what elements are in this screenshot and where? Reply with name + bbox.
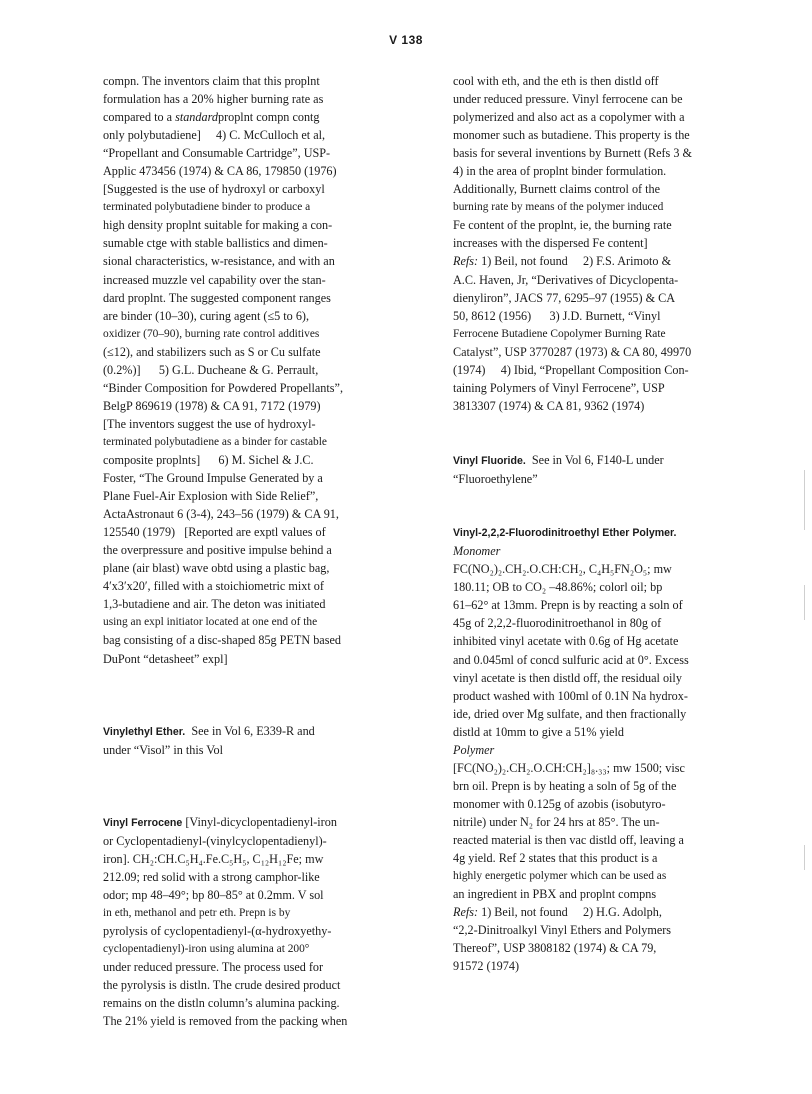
text-line: taining Polymers of Vinyl Ferrocene”, USP — [453, 380, 665, 395]
text-line: 4g yield. Ref 2 states that this product is a — [453, 851, 658, 866]
text-line: 50, 8612 (1956) 3) J.D. Burnett, “Vinyl — [453, 308, 661, 323]
text-line: Additionally, Burnett claims control of the — [453, 182, 661, 197]
text-line: vinyl acetate is then distld off, the residual oily — [453, 670, 682, 685]
text-line: “Binder Composition for Powdered Propellants”, — [103, 380, 343, 395]
scan-margin-mark — [804, 470, 805, 530]
text-line: basis for several inventions by Burnett (Refs 3 & — [453, 146, 692, 161]
text-line: in eth, methanol and petr eth. Prepn is by — [103, 907, 291, 920]
left-column — [103, 72, 405, 1030]
entry-first-line — [103, 722, 405, 741]
text-line: increases with the dispersed Fe content] — [453, 236, 648, 251]
text-line: 4′x3′x20′, filled with a stoichiometric mixt of — [103, 579, 324, 594]
text-line: nitrile) under N₂ for 24 hrs at 85°. The un- — [453, 814, 660, 829]
text-line: sional characteristics, w-resistance, and with an — [103, 254, 335, 269]
text-line: polymerized and also act as a copolymer with a — [453, 110, 685, 125]
page-number: V 138 — [389, 33, 423, 47]
entry-heading: Vinyl Fluoride. — [453, 454, 526, 467]
text-line: pyrolysis of cyclopentadienyl-(α-hydroxyethy- — [103, 924, 332, 939]
text-line: monomer with 0.125g of azobis (isobutyro- — [453, 796, 666, 811]
text-line: 1,3-butadiene and air. The deton was initiated — [103, 597, 326, 612]
text-line: Plane Fuel-Air Explosion with Side Relief”, — [103, 489, 319, 504]
text-line: sumable ctge with stable ballistics and dimen- — [103, 236, 328, 251]
text-line: DuPont “detasheet” expl] — [103, 651, 228, 666]
text-line: 125540 (1979) [Reported are exptl values of — [103, 525, 326, 540]
text-line: bag consisting of a disc-shaped 85g PETN based — [103, 633, 341, 648]
text-line: inhibited vinyl acetate with 0.6g of Hg acetate — [453, 634, 679, 649]
refs-line — [453, 903, 758, 921]
text-line: “Propellant and Consumable Cartridge”, USP- — [103, 146, 331, 161]
text-line: compn. The inventors claim that this proplnt — [103, 74, 320, 88]
text-line: iron]. CH₂:CH.C₅H₄.Fe.C₅H₅, C₁₂H₁₂Fe; mw — [103, 852, 324, 867]
text-line: oxidizer (70–90), burning rate control additives — [103, 327, 320, 340]
text-line: composite proplnts] 6) M. Sichel & J.C. — [103, 452, 314, 467]
text-line: distld at 10mm to give a 51% yield — [453, 724, 624, 739]
text-line: A.C. Haven, Jr, “Derivatives of Dicyclopenta- — [453, 272, 679, 287]
scan-margin-mark — [804, 845, 805, 870]
text-line: an ingredient in PBX and proplnt compns — [453, 887, 657, 902]
text-line: [The inventors suggest the use of hydroxyl- — [103, 416, 316, 431]
text-line: the pyrolysis is distln. The crude desired product — [103, 978, 341, 993]
text-line: plane (air blast) wave obtd using a plastic bag, — [103, 561, 330, 576]
text-line: dienyliron”, JACS 77, 6295–97 (1955) & CA — [453, 290, 676, 305]
text-line: are binder (10–30), curing agent (≤5 to 6), — [103, 308, 310, 323]
text-line: Fe content of the proplnt, ie, the burning rate — [453, 218, 672, 233]
text-line: terminated polybutadiene binder to produce a — [103, 201, 311, 214]
refs-label: Refs: — [453, 905, 479, 920]
text-segment: compared to a — [103, 110, 176, 125]
refs-line — [453, 252, 758, 270]
text-line: odor; mp 48–49°; bp 80–85° at 0.2mm. V sol — [103, 888, 324, 903]
text-line: increased muzzle vel capability over the stan- — [103, 272, 326, 287]
text-line: the overpressure and positive impulse behind a — [103, 543, 332, 558]
entry-heading: Vinylethyl Ether. — [103, 725, 186, 738]
text-segment: [Vinyl-dicyclopentadienyl-iron — [182, 814, 337, 829]
text-segment: proplnt compn contg — [217, 110, 320, 125]
text-line: only polybutadiene] 4) C. McCulloch et al, — [103, 128, 326, 143]
text-line: dard proplnt. The suggested component ranges — [103, 290, 331, 305]
text-line: burning rate by means of the polymer induced — [453, 201, 664, 214]
text-line: terminated polybutadiene as a binder for castable — [103, 435, 327, 448]
right-column — [453, 72, 758, 975]
subsection-label: Polymer — [453, 742, 495, 757]
entry-heading: Vinyl-2,2,2-Fluorodinitroethyl Ether Polymer. — [453, 527, 677, 540]
text-segment: 1) Beil, not found 2) H.G. Adolph, — [478, 905, 662, 920]
text-line: [FC(NO₂)₂.CH₂.O.CH:CH₂]₈.₃₃; mw 1500; visc — [453, 760, 685, 775]
entry-first-line — [453, 451, 758, 470]
text-line: Ferrocene Butadiene Copolymer Burning Rate — [453, 327, 666, 340]
subsection-label: Monomer — [453, 544, 501, 559]
text-line: cyclopentadienyl)-iron using alumina at 200° — [103, 943, 310, 956]
scan-margin-mark — [804, 585, 805, 620]
text-line: 180.11; OB to CO₂ –48.86%; colorl oil; bp — [453, 580, 663, 595]
text-line: 61–62° at 13mm. Prepn is by reacting a soln of — [453, 598, 683, 613]
text-line: 45g of 2,2,2-fluorodinitroethanol in 80g of — [453, 616, 662, 631]
text-line: 212.09; red solid with a strong camphor-like — [103, 870, 320, 885]
text-line: high density proplnt suitable for making a con- — [103, 218, 333, 233]
text-segment: See in Vol 6, F140-L under — [525, 452, 664, 467]
text-line: or Cyclopentadienyl-(vinylcyclopentadienyl)- — [103, 833, 327, 848]
text-line: “2,2-Dinitroalkyl Vinyl Ethers and Polymers — [453, 923, 672, 938]
text-line — [103, 108, 405, 126]
text-line: and 0.045ml of concd sulfuric acid at 0°. Excess — [453, 652, 689, 667]
text-line: BelgP 869619 (1978) & CA 91, 7172 (1979) — [103, 398, 321, 413]
text-line: (1974) 4) Ibid, “Propellant Composition Con- — [453, 362, 689, 377]
text-line: under “Visol” in this Vol — [103, 742, 224, 757]
text-line: under reduced pressure. Vinyl ferrocene can be — [453, 92, 683, 107]
text-line: 4) in the area of proplnt binder formulation. — [453, 164, 667, 179]
text-line: Thereof”, USP 3808182 (1974) & CA 79, — [453, 941, 657, 956]
text-line: brn oil. Prepn is by heating a soln of 5g of the — [453, 778, 677, 793]
text-line: under reduced pressure. The process used for — [103, 960, 324, 975]
text-line: reacted material is then vac distld off, leaving a — [453, 832, 684, 847]
text-line: Foster, “The Ground Impulse Generated by a — [103, 471, 323, 486]
text-segment: 1) Beil, not found 2) F.S. Arimoto & — [478, 254, 672, 269]
text-line: cool with eth, and the eth is then distld off — [453, 74, 659, 88]
text-line: highly energetic polymer which can be used as — [453, 870, 667, 883]
text-line: 91572 (1974) — [453, 959, 520, 974]
text-line: formulation has a 20% higher burning rate as — [103, 92, 324, 107]
text-line: remains on the distln column’s alumina packing. — [103, 996, 340, 1011]
text-line: (≤12), and stabilizers such as S or Cu sulfate — [103, 344, 321, 359]
text-line: product washed with 100ml of 0.1N Na hydrox- — [453, 688, 688, 703]
text-segment: See in Vol 6, E339-R and — [185, 723, 315, 738]
text-line: ide, dried over Mg sulfate, and then fractionally — [453, 706, 687, 721]
text-line: FC(NO₂)₂.CH₂.O.CH:CH₂, C₄H₅FN₂O₅; mw — [453, 562, 672, 577]
text-line: (0.2%)] 5) G.L. Ducheane & G. Perrault, — [103, 362, 319, 377]
entry-first-line — [103, 813, 405, 832]
text-line: Catalyst”, USP 3770287 (1973) & CA 80, 49970 — [453, 344, 692, 359]
text-line: Applic 473456 (1974) & CA 86, 179850 (1976) — [103, 164, 337, 179]
text-line: monomer such as butadiene. This property is the — [453, 128, 690, 143]
entry-heading: Vinyl Ferrocene — [103, 816, 183, 829]
refs-label: Refs: — [453, 254, 479, 269]
text-line: [Suggested is the use of hydroxyl or carboxyl — [103, 182, 325, 197]
text-line: The 21% yield is removed from the packing when — [103, 1014, 348, 1029]
italic-term: standard — [175, 110, 218, 125]
text-line: ActaAstronaut 6 (3-4), 243–56 (1979) & CA 91, — [103, 507, 339, 522]
text-line: “Fluoroethylene” — [453, 472, 538, 487]
text-line: using an expl initiator located at one end of the — [103, 616, 318, 629]
text-line: 3813307 (1974) & CA 81, 9362 (1974) — [453, 398, 645, 413]
